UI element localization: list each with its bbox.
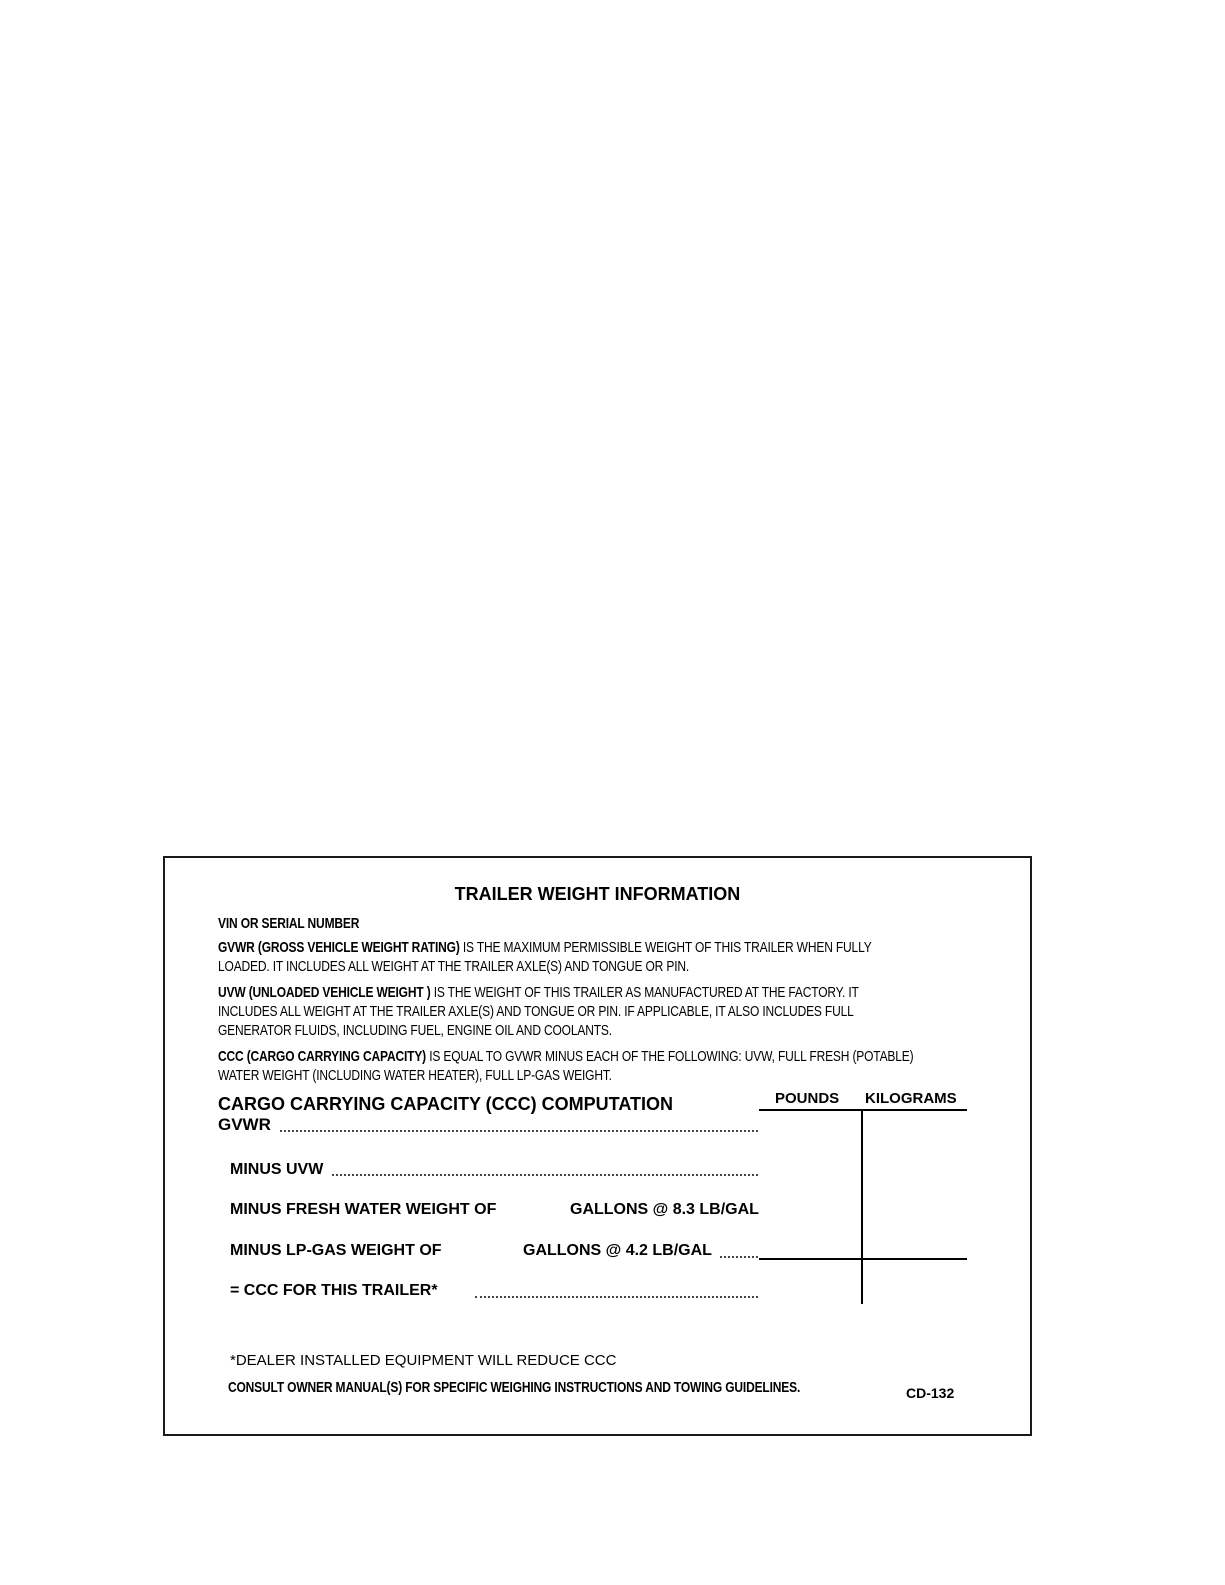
vin-label: VIN OR SERIAL NUMBER <box>218 915 360 932</box>
column-header-rule <box>759 1109 967 1111</box>
trailer-weight-label <box>163 856 1032 1436</box>
row-fresh-water-rate: GALLONS @ 8.3 LB/GAL <box>570 1201 759 1218</box>
uvw-text: IS THE WEIGHT OF THIS TRAILER AS MANUFACTURED AT THE FACTORY. IT <box>430 984 859 1001</box>
ccc-definition-line1 <box>218 1047 913 1066</box>
uvw-term: UVW (UNLOADED VEHICLE WEIGHT ) <box>218 984 431 1001</box>
row-ccc-result-label: = CCC FOR THIS TRAILER* <box>230 1282 438 1299</box>
uvw-definition-line2: INCLUDES ALL WEIGHT AT THE TRAILER AXLE(S) AND TONGUE OR PIN. IF APPLICABLE, IT ALSO INCLUDES FULL <box>218 1003 854 1020</box>
column-divider <box>861 1109 863 1304</box>
vin-line <box>218 914 359 933</box>
kilograms-column-header: KILOGRAMS <box>865 1090 957 1107</box>
consult-instructions: CONSULT OWNER MANUAL(S) FOR SPECIFIC WEIGHING INSTRUCTIONS AND TOWING GUIDELINES. <box>228 1379 801 1396</box>
computation-heading: CARGO CARRYING CAPACITY (CCC) COMPUTATION <box>218 1094 673 1114</box>
gvwr-text: IS THE MAXIMUM PERMISSIBLE WEIGHT OF THIS TRAILER WHEN FULLY <box>459 939 872 956</box>
ccc-term: CCC (CARGO CARRYING CAPACITY) <box>218 1048 427 1065</box>
row-lp-gas-rate: GALLONS @ 4.2 LB/GAL <box>523 1242 712 1259</box>
gvwr-term: GVWR (GROSS VEHICLE WEIGHT RATING) <box>218 939 460 956</box>
ccc-text: IS EQUAL TO GVWR MINUS EACH OF THE FOLLOWING: UVW, FULL FRESH (POTABLE) <box>426 1048 914 1065</box>
row-gvwr-leader <box>280 1130 758 1132</box>
row-ccc-result-leader <box>475 1296 758 1298</box>
row-minus-uvw-leader <box>332 1174 758 1176</box>
gvwr-definition-line1 <box>218 938 872 957</box>
row-fresh-water-label: MINUS FRESH WATER WEIGHT OF <box>230 1201 497 1218</box>
ccc-definition-line2: WATER WEIGHT (INCLUDING WATER HEATER), FULL LP-GAS WEIGHT. <box>218 1067 612 1084</box>
label-title: TRAILER WEIGHT INFORMATION <box>454 884 741 904</box>
uvw-definition-line3: GENERATOR FLUIDS, INCLUDING FUEL, ENGINE OIL AND COOLANTS. <box>218 1022 612 1039</box>
label-code: CD-132 <box>906 1385 955 1401</box>
row-gvwr-label: GVWR <box>218 1115 271 1134</box>
row-minus-uvw-label: MINUS UVW <box>230 1161 324 1178</box>
row-lp-gas-label: MINUS LP-GAS WEIGHT OF <box>230 1242 442 1259</box>
pounds-column-header: POUNDS <box>775 1090 840 1107</box>
gvwr-definition-line2: LOADED. IT INCLUDES ALL WEIGHT AT THE TRAILER AXLE(S) AND TONGUE OR PIN. <box>218 958 690 975</box>
dealer-footnote: *DEALER INSTALLED EQUIPMENT WILL REDUCE CCC <box>230 1352 617 1369</box>
uvw-definition-line1 <box>218 983 859 1002</box>
subtotal-rule <box>759 1258 967 1260</box>
row-lp-gas-leader <box>720 1256 758 1258</box>
